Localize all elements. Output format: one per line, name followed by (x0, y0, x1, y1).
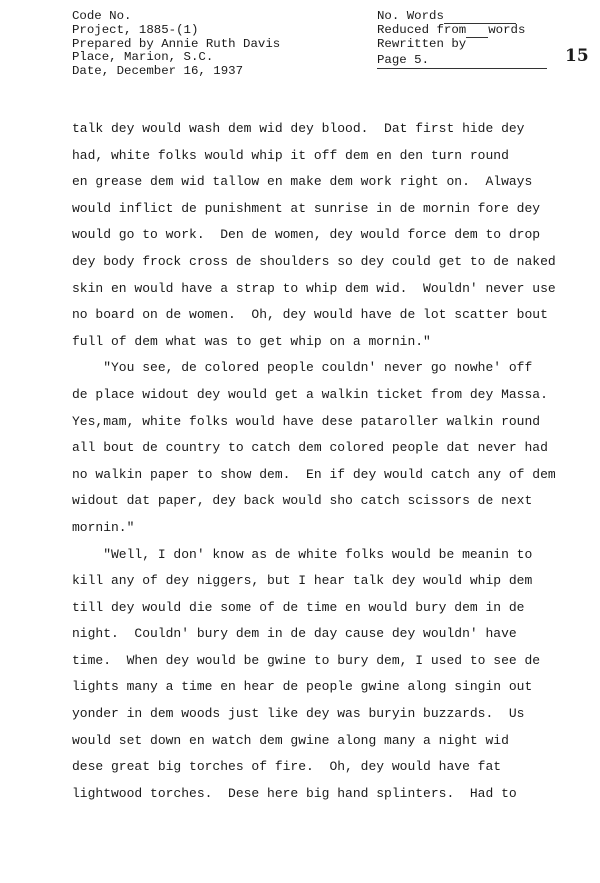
body-line: Yes,mam, white folks would have dese pataroller walkin round (72, 413, 541, 429)
body-line: all bout de country to catch dem colored people dat never had (72, 440, 548, 456)
body-line: de place widout dey would get a walkin ticket from dey Massa. (72, 386, 548, 402)
body-line: talk dey would wash dem wid dey blood. Dat first hide dey (72, 121, 525, 136)
project-line: Project, 1885-(1) (72, 22, 199, 37)
prepared-by-line: Prepared by Annie Ruth Davis (72, 36, 281, 51)
body-line: yonder in dem woods just like dey was buryin buzzards. Us (72, 706, 525, 722)
body-line: time. When dey would be gwine to bury dem, I used to see de (72, 652, 541, 668)
body-line: "Well, I don' know as de white folks would be meanin to (72, 546, 533, 562)
body-line: would go to work. Den de women, dey would force dem to drop (72, 227, 541, 243)
body-line: full of dem what was to get whip on a mornin." (72, 333, 431, 349)
body-line: widout dat paper, dey back would sho catch scissors de next (72, 493, 533, 509)
no-words-label: No. Words (377, 9, 444, 23)
date-line: Date, December 16, 1937 (72, 64, 244, 79)
body-line: en grease dem wid tallow en make dem work right on. Always (72, 174, 533, 190)
rewritten-by-label: Rewritten by (377, 36, 467, 51)
body-line: lights many a time en hear de people gwine along singin out (72, 679, 533, 695)
reduced-from-row (377, 24, 549, 38)
reduced-from-label: Reduced from (377, 22, 467, 37)
page-row (377, 54, 549, 69)
words-label: words (488, 22, 526, 37)
place-line: Place, Marion, S.C. (72, 50, 214, 65)
body-line: dese great big torches of fire. Oh, dey would have fat (72, 759, 502, 775)
body-text (72, 116, 582, 807)
body-line: would inflict de punishment at sunrise in de mornin fore dey (72, 200, 541, 216)
body-line: lightwood torches. Dese here big hand splinters. Had to (72, 785, 517, 801)
no-words-row (377, 10, 549, 24)
header-right-block (377, 10, 549, 69)
code-no: Code No. (72, 9, 132, 23)
body-line: no board on de women. Oh, dey would have de lot scatter bout (72, 307, 548, 323)
body-line: mornin." (72, 519, 135, 535)
body-line: would set down en watch dem gwine along many a night wid (72, 732, 509, 748)
body-line: skin en would have a strap to whip dem wid. Wouldn' never use (72, 280, 556, 296)
body-line: dey body frock cross de shoulders so dey could get to de naked (72, 253, 556, 269)
page-stamp-number: 15 (565, 46, 589, 66)
body-line: kill any of dey niggers, but I hear talk dey would whip dem (72, 573, 533, 589)
body-line: till dey would die some of de time en would bury dem in de (72, 599, 525, 615)
body-line: "You see, de colored people couldn' never go nowhe' off (72, 360, 533, 376)
page-number: Page 5. (377, 54, 547, 69)
body-line: night. Couldn' bury dem in de day cause dey wouldn' have (72, 626, 517, 642)
body-line: no walkin paper to show dem. En if dey would catch any of dem (72, 466, 556, 482)
header-left-block (72, 10, 280, 79)
body-line: had, white folks would whip it off dem en den turn round (72, 147, 509, 163)
rewritten-by-row (377, 38, 549, 52)
reduced-from-blank (466, 26, 488, 38)
